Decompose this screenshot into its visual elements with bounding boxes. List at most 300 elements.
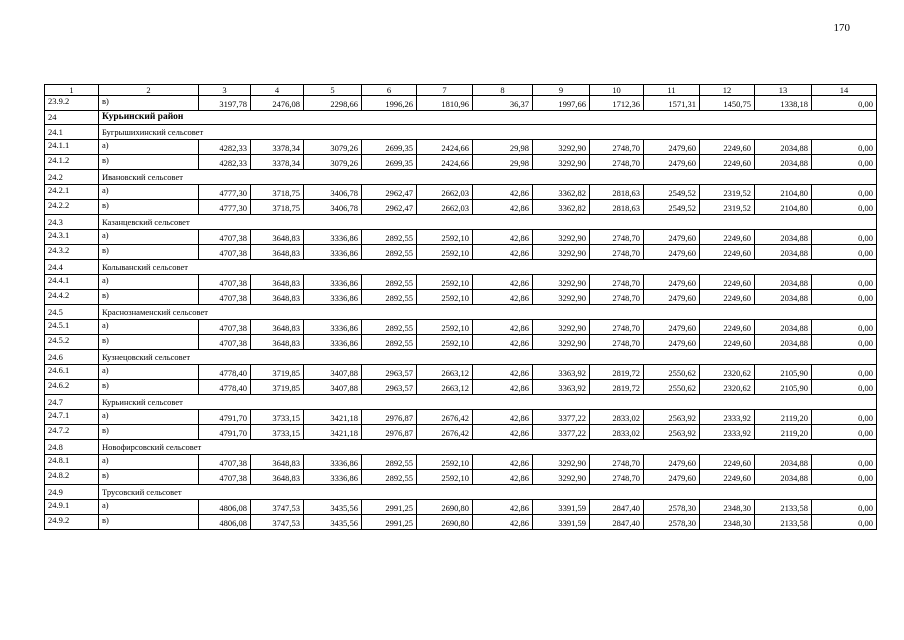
table-cell: 0,00 <box>812 455 877 470</box>
table-cell: 2963,57 <box>362 380 417 395</box>
table-cell: 3336,86 <box>304 230 362 245</box>
table-cell: 3421,18 <box>304 410 362 425</box>
table-cell: 2333,92 <box>700 410 755 425</box>
table-cell: 2592,10 <box>417 275 473 290</box>
row-code: 23.9.2 <box>45 96 99 111</box>
table-cell: 2690,80 <box>417 515 473 530</box>
table-cell: 2892,55 <box>362 275 417 290</box>
table-row <box>45 470 877 485</box>
table-cell: 2320,62 <box>700 380 755 395</box>
table-cell: 2592,10 <box>417 470 473 485</box>
table-cell: 29,98 <box>473 140 533 155</box>
table-cell: 0,00 <box>812 200 877 215</box>
row-code: 24.3.1 <box>45 230 99 245</box>
table-cell: 2550,62 <box>644 365 700 380</box>
table-cell: 2034,88 <box>755 245 812 260</box>
table-cell: 2319,52 <box>700 185 755 200</box>
table-cell: 3292,90 <box>533 230 590 245</box>
section-name: Краснознаменский сельсовет <box>99 305 877 320</box>
table-cell: 42,86 <box>473 335 533 350</box>
table-cell: 2690,80 <box>417 500 473 515</box>
table-cell: 0,00 <box>812 185 877 200</box>
table-cell: 3378,34 <box>251 140 304 155</box>
table-cell: 1712,36 <box>590 96 644 111</box>
table-cell: 2578,30 <box>644 500 700 515</box>
table-row <box>45 500 877 515</box>
table-body <box>45 96 877 530</box>
table-cell: 2549,52 <box>644 185 700 200</box>
table-cell: 3719,85 <box>251 365 304 380</box>
row-code: 24.4 <box>45 260 99 275</box>
table-cell: 2748,70 <box>590 470 644 485</box>
table-cell: 3363,92 <box>533 365 590 380</box>
row-code: 24.7.2 <box>45 425 99 440</box>
table-cell: 2663,12 <box>417 380 473 395</box>
row-code: 24.4.1 <box>45 275 99 290</box>
table-cell: 3292,90 <box>533 455 590 470</box>
table-row <box>45 96 877 111</box>
table-cell: 2563,92 <box>644 425 700 440</box>
section-row <box>45 215 877 230</box>
row-subitem: в) <box>99 470 199 485</box>
table-cell: 3406,78 <box>304 200 362 215</box>
row-code: 24.9.2 <box>45 515 99 530</box>
column-header: 9 <box>533 85 590 96</box>
row-subitem: а) <box>99 275 199 290</box>
table-cell: 1450,75 <box>700 96 755 111</box>
table-cell: 3391,59 <box>533 500 590 515</box>
table-cell: 0,00 <box>812 470 877 485</box>
table-cell: 2748,70 <box>590 290 644 305</box>
table-cell: 42,86 <box>473 425 533 440</box>
table-cell: 4777,30 <box>199 185 251 200</box>
section-row <box>45 260 877 275</box>
table-cell: 3292,90 <box>533 155 590 170</box>
row-code: 24.6.2 <box>45 380 99 395</box>
table-cell: 2034,88 <box>755 275 812 290</box>
table-cell: 3197,78 <box>199 96 251 111</box>
table-cell: 4707,38 <box>199 290 251 305</box>
table-cell: 2892,55 <box>362 230 417 245</box>
table-cell: 0,00 <box>812 290 877 305</box>
table-cell: 3079,26 <box>304 155 362 170</box>
table-cell: 2748,70 <box>590 320 644 335</box>
row-subitem: а) <box>99 185 199 200</box>
section-row <box>45 395 877 410</box>
column-header: 7 <box>417 85 473 96</box>
table-cell: 2319,52 <box>700 200 755 215</box>
table-cell: 1997,66 <box>533 96 590 111</box>
table-cell: 2748,70 <box>590 275 644 290</box>
table-cell: 4791,70 <box>199 410 251 425</box>
row-subitem: а) <box>99 365 199 380</box>
table-cell: 1571,31 <box>644 96 700 111</box>
section-name: Курьинский сельсовет <box>99 395 877 410</box>
table-cell: 2333,92 <box>700 425 755 440</box>
row-subitem: а) <box>99 410 199 425</box>
table-cell: 3336,86 <box>304 335 362 350</box>
table-cell: 2578,30 <box>644 515 700 530</box>
table-cell: 2663,12 <box>417 365 473 380</box>
table-cell: 2133,58 <box>755 500 812 515</box>
table-cell: 2563,92 <box>644 410 700 425</box>
table-row <box>45 200 877 215</box>
table-cell: 2962,47 <box>362 200 417 215</box>
table-cell: 2963,57 <box>362 365 417 380</box>
table-cell: 2104,80 <box>755 185 812 200</box>
page-number: 170 <box>833 22 850 34</box>
row-code: 24.9.1 <box>45 500 99 515</box>
table-cell: 0,00 <box>812 245 877 260</box>
table-cell: 42,86 <box>473 320 533 335</box>
section-name: Казанцевский сельсовет <box>99 215 877 230</box>
section-name: Трусовский сельсовет <box>99 485 877 500</box>
column-header: 11 <box>644 85 700 96</box>
table-cell: 42,86 <box>473 410 533 425</box>
table-cell: 2479,60 <box>644 290 700 305</box>
table-cell: 3336,86 <box>304 470 362 485</box>
table-cell: 3363,92 <box>533 380 590 395</box>
table-row <box>45 290 877 305</box>
table-cell: 2249,60 <box>700 290 755 305</box>
table-row <box>45 185 877 200</box>
table-cell: 3292,90 <box>533 140 590 155</box>
table-cell: 4778,40 <box>199 380 251 395</box>
table-cell: 2249,60 <box>700 320 755 335</box>
table-cell: 2479,60 <box>644 155 700 170</box>
table-cell: 2592,10 <box>417 455 473 470</box>
table-cell: 4707,38 <box>199 470 251 485</box>
table-cell: 2034,88 <box>755 470 812 485</box>
table-cell: 3292,90 <box>533 320 590 335</box>
row-subitem: в) <box>99 245 199 260</box>
row-subitem: а) <box>99 230 199 245</box>
table-cell: 2819,72 <box>590 365 644 380</box>
row-code: 24.3 <box>45 215 99 230</box>
table-cell: 3079,26 <box>304 140 362 155</box>
row-code: 24.1.2 <box>45 155 99 170</box>
table-cell: 0,00 <box>812 155 877 170</box>
table-cell: 2892,55 <box>362 245 417 260</box>
column-header: 13 <box>755 85 812 96</box>
table-cell: 2348,30 <box>700 515 755 530</box>
row-subitem: а) <box>99 140 199 155</box>
table-cell: 2034,88 <box>755 155 812 170</box>
table-cell: 2976,87 <box>362 425 417 440</box>
table-cell: 2833,02 <box>590 425 644 440</box>
table-cell: 2249,60 <box>700 155 755 170</box>
table-cell: 2105,90 <box>755 380 812 395</box>
table-cell: 4777,30 <box>199 200 251 215</box>
table-cell: 2249,60 <box>700 140 755 155</box>
table-cell: 2119,20 <box>755 425 812 440</box>
row-code: 24.1.1 <box>45 140 99 155</box>
table-cell: 2592,10 <box>417 320 473 335</box>
table-cell: 42,86 <box>473 185 533 200</box>
row-code: 24.1 <box>45 125 99 140</box>
table-cell: 2424,66 <box>417 155 473 170</box>
row-subitem: в) <box>99 96 199 111</box>
table-cell: 0,00 <box>812 515 877 530</box>
table-cell: 2892,55 <box>362 320 417 335</box>
table-cell: 4707,38 <box>199 230 251 245</box>
table-cell: 29,98 <box>473 155 533 170</box>
row-code: 24.4.2 <box>45 290 99 305</box>
table-cell: 2034,88 <box>755 455 812 470</box>
table-cell: 3336,86 <box>304 320 362 335</box>
table-cell: 3336,86 <box>304 275 362 290</box>
table-cell: 42,86 <box>473 455 533 470</box>
column-header: 3 <box>199 85 251 96</box>
section-row <box>45 485 877 500</box>
row-subitem: в) <box>99 200 199 215</box>
table-cell: 2991,25 <box>362 500 417 515</box>
row-subitem: в) <box>99 335 199 350</box>
row-subitem: а) <box>99 320 199 335</box>
table-cell: 3747,53 <box>251 500 304 515</box>
table-cell: 42,86 <box>473 230 533 245</box>
row-code: 24.5.2 <box>45 335 99 350</box>
table-cell: 0,00 <box>812 365 877 380</box>
column-header: 8 <box>473 85 533 96</box>
table-cell: 2476,08 <box>251 96 304 111</box>
table-cell: 3292,90 <box>533 275 590 290</box>
table-cell: 3377,22 <box>533 410 590 425</box>
row-subitem: в) <box>99 380 199 395</box>
table-cell: 2479,60 <box>644 470 700 485</box>
district-row <box>45 111 877 125</box>
table-row <box>45 515 877 530</box>
table-cell: 2549,52 <box>644 200 700 215</box>
table-cell: 2034,88 <box>755 230 812 245</box>
table-cell: 3435,56 <box>304 515 362 530</box>
table-cell: 2976,87 <box>362 410 417 425</box>
table-row <box>45 335 877 350</box>
section-name: Колыванский сельсовет <box>99 260 877 275</box>
table-cell: 4707,38 <box>199 320 251 335</box>
table-cell: 3391,59 <box>533 515 590 530</box>
table-cell: 4806,08 <box>199 515 251 530</box>
section-name: Ивановский сельсовет <box>99 170 877 185</box>
table-cell: 2748,70 <box>590 230 644 245</box>
table-cell: 2847,40 <box>590 515 644 530</box>
column-header: 5 <box>304 85 362 96</box>
row-code: 24.3.2 <box>45 245 99 260</box>
table-cell: 3648,83 <box>251 335 304 350</box>
row-subitem: а) <box>99 500 199 515</box>
table-cell: 4778,40 <box>199 365 251 380</box>
table-cell: 2249,60 <box>700 455 755 470</box>
table-row <box>45 380 877 395</box>
table-cell: 4791,70 <box>199 425 251 440</box>
table-cell: 1810,96 <box>417 96 473 111</box>
table-cell: 3648,83 <box>251 320 304 335</box>
table-cell: 0,00 <box>812 140 877 155</box>
row-code: 24.2.2 <box>45 200 99 215</box>
table-cell: 2249,60 <box>700 245 755 260</box>
section-row <box>45 440 877 455</box>
table-cell: 4282,33 <box>199 155 251 170</box>
tariff-table <box>44 84 877 530</box>
table-row <box>45 425 877 440</box>
table-cell: 3292,90 <box>533 470 590 485</box>
table-cell: 2298,66 <box>304 96 362 111</box>
table-cell: 3648,83 <box>251 290 304 305</box>
table-cell: 2034,88 <box>755 290 812 305</box>
table-cell: 2249,60 <box>700 275 755 290</box>
section-name: Кузнецовский сельсовет <box>99 350 877 365</box>
table-cell: 2320,62 <box>700 365 755 380</box>
table-cell: 42,86 <box>473 290 533 305</box>
row-code: 24 <box>45 111 99 125</box>
table-cell: 2892,55 <box>362 335 417 350</box>
table-row <box>45 140 877 155</box>
table-cell: 4707,38 <box>199 335 251 350</box>
table-cell: 3648,83 <box>251 275 304 290</box>
table-cell: 42,86 <box>473 470 533 485</box>
table-row <box>45 230 877 245</box>
row-code: 24.9 <box>45 485 99 500</box>
table-cell: 42,86 <box>473 500 533 515</box>
row-code: 24.6 <box>45 350 99 365</box>
table-cell: 2991,25 <box>362 515 417 530</box>
table-cell: 1338,18 <box>755 96 812 111</box>
table-cell: 2748,70 <box>590 245 644 260</box>
table-cell: 2818,63 <box>590 185 644 200</box>
row-subitem: а) <box>99 455 199 470</box>
table-cell: 4707,38 <box>199 245 251 260</box>
table-row <box>45 245 877 260</box>
row-code: 24.7 <box>45 395 99 410</box>
table-cell: 3336,86 <box>304 290 362 305</box>
column-header: 14 <box>812 85 877 96</box>
table-cell: 2034,88 <box>755 140 812 155</box>
table-cell: 2676,42 <box>417 425 473 440</box>
table-cell: 4707,38 <box>199 455 251 470</box>
table-cell: 3648,83 <box>251 230 304 245</box>
row-subitem: в) <box>99 515 199 530</box>
table-cell: 2748,70 <box>590 455 644 470</box>
table-cell: 1996,26 <box>362 96 417 111</box>
table-cell: 2034,88 <box>755 320 812 335</box>
table-cell: 3718,75 <box>251 185 304 200</box>
table-cell: 0,00 <box>812 320 877 335</box>
table-cell: 42,86 <box>473 515 533 530</box>
column-header: 10 <box>590 85 644 96</box>
district-name: Курьинский район <box>99 111 877 125</box>
table-cell: 2819,72 <box>590 380 644 395</box>
table-cell: 2699,35 <box>362 140 417 155</box>
row-code: 24.8 <box>45 440 99 455</box>
table-cell: 3733,15 <box>251 410 304 425</box>
table-cell: 42,86 <box>473 275 533 290</box>
table-cell: 2892,55 <box>362 290 417 305</box>
table-cell: 0,00 <box>812 425 877 440</box>
table-cell: 2592,10 <box>417 230 473 245</box>
table-cell: 2119,20 <box>755 410 812 425</box>
table-cell: 42,86 <box>473 200 533 215</box>
table-cell: 3733,15 <box>251 425 304 440</box>
row-subitem: в) <box>99 290 199 305</box>
table-cell: 2748,70 <box>590 140 644 155</box>
table-cell: 2479,60 <box>644 245 700 260</box>
table-cell: 2892,55 <box>362 455 417 470</box>
table-cell: 2133,58 <box>755 515 812 530</box>
table-cell: 2592,10 <box>417 245 473 260</box>
table-cell: 2249,60 <box>700 230 755 245</box>
table-cell: 3362,82 <box>533 200 590 215</box>
table-cell: 3719,85 <box>251 380 304 395</box>
table-cell: 2818,63 <box>590 200 644 215</box>
table-cell: 2479,60 <box>644 335 700 350</box>
table-cell: 2479,60 <box>644 455 700 470</box>
table-cell: 42,86 <box>473 245 533 260</box>
table-cell: 2550,62 <box>644 380 700 395</box>
table-cell: 0,00 <box>812 410 877 425</box>
table-row <box>45 275 877 290</box>
table-cell: 2847,40 <box>590 500 644 515</box>
table-row <box>45 155 877 170</box>
table-cell: 3292,90 <box>533 335 590 350</box>
table-cell: 36,37 <box>473 96 533 111</box>
table-row <box>45 320 877 335</box>
table-cell: 42,86 <box>473 380 533 395</box>
column-header: 6 <box>362 85 417 96</box>
table-cell: 42,86 <box>473 365 533 380</box>
row-code: 24.8.1 <box>45 455 99 470</box>
row-code: 24.2.1 <box>45 185 99 200</box>
table-cell: 3648,83 <box>251 455 304 470</box>
table-cell: 2249,60 <box>700 335 755 350</box>
table-cell: 2676,42 <box>417 410 473 425</box>
section-row <box>45 125 877 140</box>
table-cell: 0,00 <box>812 96 877 111</box>
table-cell: 0,00 <box>812 500 877 515</box>
table-cell: 2479,60 <box>644 230 700 245</box>
table-cell: 0,00 <box>812 230 877 245</box>
table-cell: 3648,83 <box>251 245 304 260</box>
column-header: 4 <box>251 85 304 96</box>
table-row <box>45 365 877 380</box>
section-row <box>45 350 877 365</box>
table-cell: 3362,82 <box>533 185 590 200</box>
table-cell: 2479,60 <box>644 320 700 335</box>
table-cell: 2249,60 <box>700 470 755 485</box>
section-row <box>45 170 877 185</box>
column-header: 1 <box>45 85 99 96</box>
table-cell: 2479,60 <box>644 140 700 155</box>
table-cell: 3747,53 <box>251 515 304 530</box>
table-cell: 3406,78 <box>304 185 362 200</box>
table-cell: 3336,86 <box>304 455 362 470</box>
row-code: 24.2 <box>45 170 99 185</box>
table-cell: 2105,90 <box>755 365 812 380</box>
table-cell: 3292,90 <box>533 290 590 305</box>
table-cell: 0,00 <box>812 380 877 395</box>
header-row <box>45 85 877 96</box>
table-cell: 2748,70 <box>590 155 644 170</box>
row-code: 24.6.1 <box>45 365 99 380</box>
table-cell: 2592,10 <box>417 335 473 350</box>
table-cell: 3435,56 <box>304 500 362 515</box>
row-code: 24.5 <box>45 305 99 320</box>
section-row <box>45 305 877 320</box>
table-cell: 3407,88 <box>304 380 362 395</box>
table-cell: 2592,10 <box>417 290 473 305</box>
table-cell: 2479,60 <box>644 275 700 290</box>
table-cell: 2833,02 <box>590 410 644 425</box>
table-cell: 3648,83 <box>251 470 304 485</box>
